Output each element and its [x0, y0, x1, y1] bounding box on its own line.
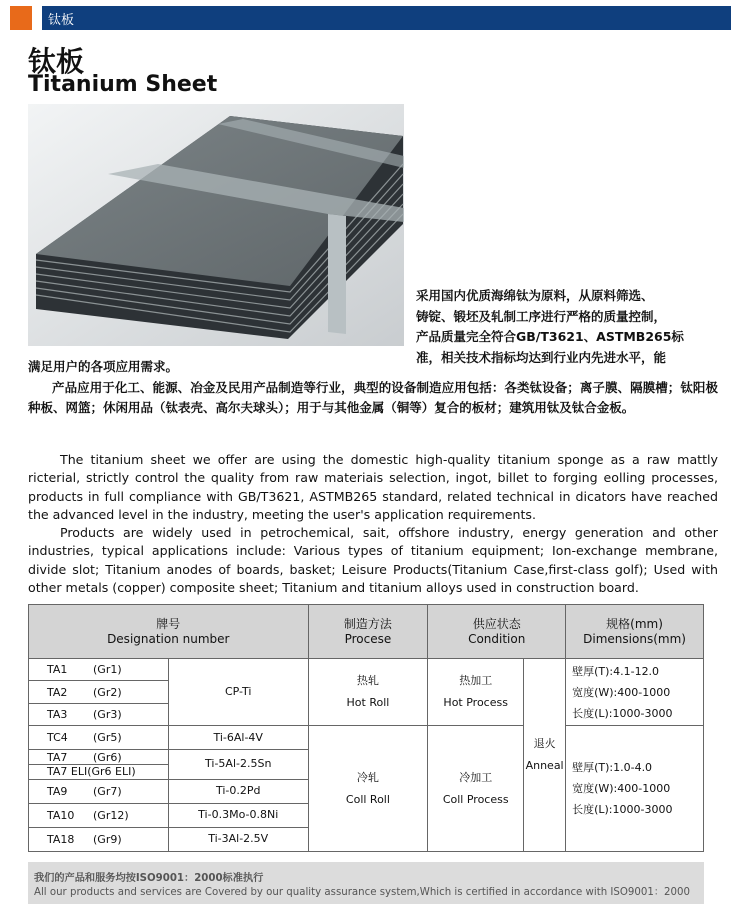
- description-cn-para2: [28, 357, 718, 419]
- grade-cell: [29, 827, 169, 851]
- description-en: [28, 451, 718, 597]
- header-condition: [428, 605, 566, 659]
- header-process-cn: 制造方法: [343, 616, 392, 631]
- grade-name: TA2: [47, 685, 68, 699]
- grade-cell: [29, 803, 169, 827]
- grade-cell: [29, 703, 169, 725]
- grade-gr: (Gr6): [93, 750, 122, 764]
- header-bar: [42, 6, 731, 30]
- process-hot-cell: [308, 659, 428, 726]
- anneal-cn: 退火: [533, 737, 556, 750]
- grade-name: TA18: [47, 832, 75, 846]
- top-bar: [0, 6, 731, 30]
- grade-gr: (Gr2): [93, 685, 122, 699]
- anneal-en: Anneal: [525, 759, 564, 772]
- table-row: [29, 726, 704, 750]
- grade-name: TA7 ELI(Gr6 ELI): [47, 765, 136, 779]
- grade-gr: (Gr12): [93, 808, 129, 822]
- description-en-para2: Products are widely used in petrochemical, sait, offshore industry, energy generation and other industries, typical applications include: Various types of titanium equipment; Ion-exchange membrane, divide slot; Titanium anodes of boards, basket; Leisure Products(Titanium Case,first-class golf); Used with other metals (copper) composite sheet; Titanium and titanium alloys used in construction board.: [28, 525, 718, 596]
- description-cn-line: 采用国内优质海绵钛为原料，从原料筛选、: [416, 288, 654, 303]
- grade-gr: (Gr1): [93, 663, 122, 677]
- condition-cold-cell: [428, 726, 524, 852]
- process-cold-en: Coll Roll: [345, 792, 390, 806]
- composition-cell: Ti-6Al-4V: [168, 726, 308, 750]
- composition-cell: CP-Ti: [168, 659, 308, 726]
- condition-cold-en: Coll Process: [442, 792, 509, 806]
- grade-name: TC4: [47, 731, 68, 745]
- header-process-en: Procese: [344, 631, 392, 646]
- header-condition-cn: 供应状态: [472, 616, 521, 631]
- grade-name: TA7: [47, 750, 68, 764]
- header-condition-en: Condition: [468, 631, 526, 646]
- table-header-row: [29, 605, 704, 659]
- spec-table: [28, 604, 704, 852]
- condition-hot-cn: 热加工: [459, 674, 493, 688]
- header-designation-cn: 牌号: [156, 616, 181, 631]
- process-cold-cell: [308, 726, 428, 852]
- description-cn-tail: 满足用户的各项应用需求。: [28, 359, 179, 374]
- footer-cn: 我们的产品和服务均按ISO9001：2000标准执行: [34, 873, 264, 884]
- grade-cell: [29, 659, 169, 681]
- product-title-en: Titanium Sheet: [28, 72, 218, 97]
- grade-name: TA1: [47, 663, 68, 677]
- condition-hot-en: Hot Process: [443, 696, 508, 710]
- description-en-para1: The titanium sheet we offer are using the domestic high-quality titanium sponge as a raw mattly ricterial, strictly control the quality from raw materiais selection, ingot, billet to forging eolling processes, products in full compliance with GB/T3621, ASTMB265 standard, related technical in dicators have reached the advanced level in the industry, meeting the user's application requirements.: [28, 452, 718, 522]
- header-designation-en: Designation number: [107, 631, 230, 646]
- grade-cell: [29, 779, 169, 803]
- grade-name: TA3: [47, 707, 68, 721]
- grade-name: TA10: [47, 808, 75, 822]
- header-dimensions: [566, 605, 704, 659]
- composition-cell: Ti-3Al-2.5V: [168, 827, 308, 851]
- dims-width: 宽度(W):400-1000: [572, 685, 671, 699]
- anneal-cell: [524, 659, 566, 852]
- header-designation: [29, 605, 309, 659]
- product-title-cn: 钛板: [28, 45, 85, 78]
- grade-cell: [29, 750, 169, 765]
- titanium-sheet-photo: [28, 104, 404, 346]
- header-dims-cn: 规格(mm): [606, 616, 663, 631]
- composition-cell: Ti-0.3Mo-0.8Ni: [168, 803, 308, 827]
- dims-length: 长度(L):1000-3000: [572, 706, 673, 720]
- composition-cell: Ti-5Al-2.5Sn: [168, 750, 308, 779]
- process-hot-en: Hot Roll: [346, 696, 390, 710]
- process-hot-cn: 热轧: [356, 674, 379, 688]
- grade-cell: [29, 764, 169, 779]
- description-cn-line: 准，相关技术指标均达到行业内先进水平，能: [416, 349, 667, 365]
- footer-bar: [28, 862, 704, 904]
- dims-width: 宽度(W):400-1000: [572, 782, 671, 796]
- grade-gr: (Gr5): [93, 731, 122, 745]
- description-cn-applications: 产品应用于化工、能源、冶金及民用产品制造等行业，典型的设备制造应用包括：各类钛设备；离子膜、隔膜槽；钛阳极种板、网篮；休闲用品（钛表壳、高尔夫球头）；用于与其他金属（铜等）复合的板材；建筑用钛及钛合金板。: [28, 379, 718, 415]
- grade-cell: [29, 681, 169, 703]
- orange-accent-block: [10, 6, 32, 30]
- description-cn-line: 产品质量完全符合GB/T3621、ASTMB265标: [416, 329, 684, 344]
- dims-length: 长度(L):1000-3000: [572, 803, 673, 817]
- grade-gr: (Gr7): [93, 784, 122, 798]
- header-dims-en: Dimensions(mm): [583, 631, 686, 646]
- grade-name: TA9: [47, 784, 68, 798]
- dims-cold-cell: [566, 726, 704, 852]
- description-cn-line: 铸锭、锻坯及轧制工序进行严格的质量控制，: [416, 308, 667, 324]
- table-row: [29, 659, 704, 681]
- composition-cell: Ti-0.2Pd: [168, 779, 308, 803]
- grade-cell: [29, 726, 169, 750]
- dims-thickness: 壁厚(T):4.1-12.0: [572, 664, 660, 678]
- condition-hot-cell: [428, 659, 524, 726]
- header-process: [308, 605, 428, 659]
- process-cold-cn: 冷轧: [356, 770, 379, 784]
- grade-gr: (Gr3): [93, 707, 122, 721]
- header-title: 钛板: [48, 13, 75, 28]
- dims-thickness: 壁厚(T):1.0-4.0: [572, 761, 653, 775]
- description-cn-para1: [416, 286, 716, 368]
- condition-cold-cn: 冷加工: [459, 770, 493, 784]
- footer-en: All our products and services are Covered by our quality assurance system,Which is certified in accordance with ISO9001：2000: [34, 887, 690, 898]
- dims-hot-cell: [566, 659, 704, 726]
- grade-gr: (Gr9): [93, 832, 122, 846]
